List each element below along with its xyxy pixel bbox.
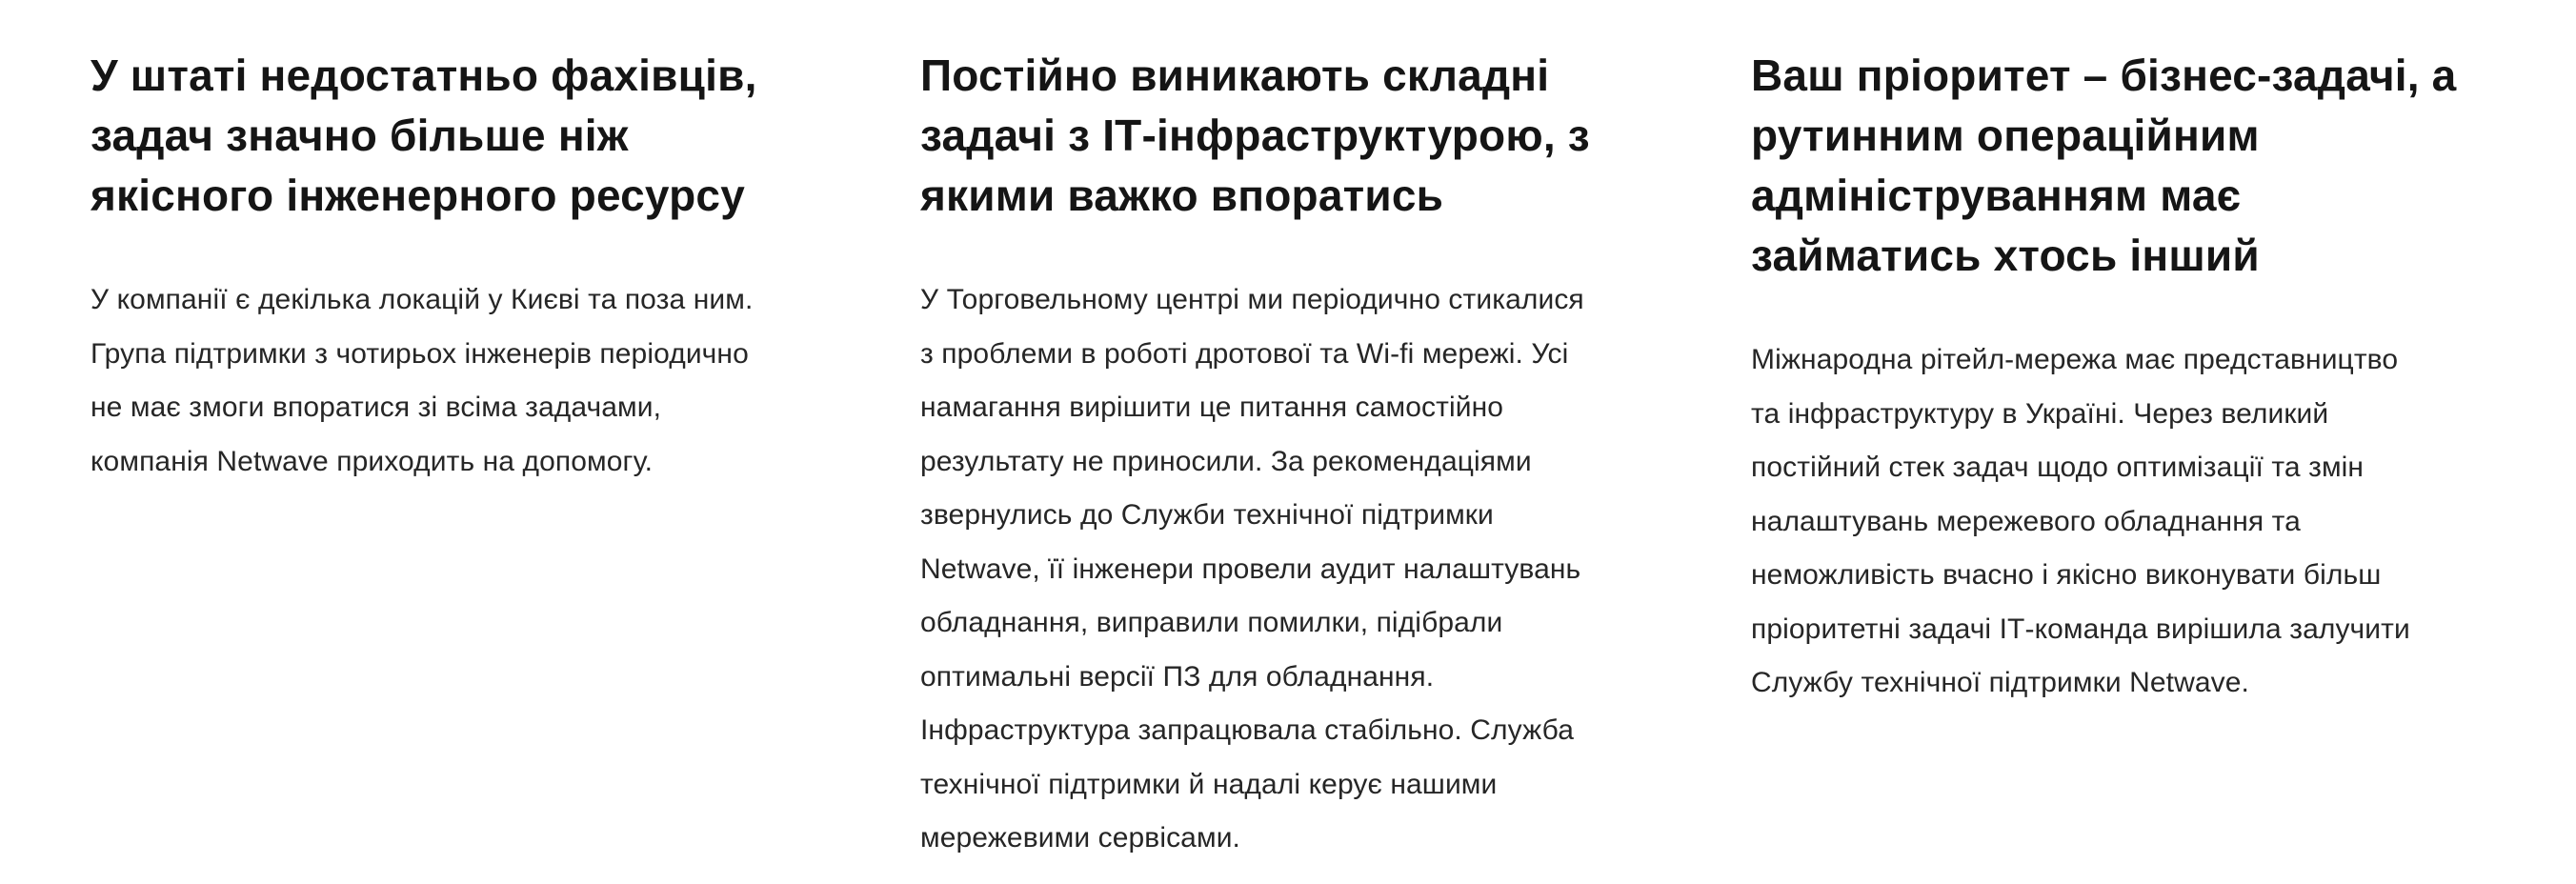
heading-line: задачі з ІТ-інфраструктурою, з bbox=[920, 110, 1590, 160]
text-line: Netwave, її інженери провели аудит налаштувань bbox=[920, 552, 1581, 585]
text-line: Інфраструктура запрацювала стабільно. Служба bbox=[920, 714, 1574, 746]
case-heading bbox=[1751, 46, 2504, 286]
text-line: пріоритетні задачі ІТ-команда вирішила залучити bbox=[1751, 613, 2410, 645]
text-line: з проблеми в роботі дротової та Wi-fi мережі. Усі bbox=[920, 337, 1569, 370]
text-line: результату не приносили. За рекомендаціями bbox=[920, 445, 1532, 477]
heading-line: Ваш пріоритет – бізнес-задачі, а bbox=[1751, 50, 2457, 100]
case-column-business-priority bbox=[1751, 46, 2504, 711]
heading-line: адмініструванням має bbox=[1751, 171, 2242, 220]
text-line: оптимальні версії ПЗ для обладнання. bbox=[920, 660, 1435, 693]
text-line: Міжнародна рітейл-мережа має представництво bbox=[1751, 344, 2399, 375]
text-line: Службу технічної підтримки Netwave. bbox=[1751, 667, 2249, 698]
heading-line: задач значно більше ніж bbox=[91, 110, 629, 160]
case-description bbox=[91, 273, 843, 489]
text-line: звернулись до Служби технічної підтримки bbox=[920, 499, 1494, 531]
text-line: компанія Netwave приходить на допомогу. bbox=[91, 445, 654, 477]
text-line: неможливість вчасно і якісно виконувати більш bbox=[1751, 559, 2382, 591]
case-heading bbox=[920, 46, 1673, 226]
case-column-staff-shortage bbox=[91, 46, 843, 489]
heading-line: рутинним операційним bbox=[1751, 110, 2260, 160]
case-description bbox=[1751, 333, 2504, 711]
case-heading bbox=[91, 46, 843, 226]
text-line: технічної підтримки й надалі керує нашими bbox=[920, 768, 1498, 800]
text-line: У компанії є декілька локацій у Києві та поза ним. bbox=[91, 284, 754, 315]
text-line: намагання вирішити це питання самостійно bbox=[920, 392, 1504, 423]
text-line: не має змоги впоратися зі всіма задачами, bbox=[91, 392, 662, 423]
text-line: та інфраструктуру в Україні. Через великий bbox=[1751, 397, 2329, 430]
heading-line: Постійно виникають складні bbox=[920, 50, 1550, 100]
text-line: постійний стек задач щодо оптимізації та змін bbox=[1751, 452, 2365, 483]
heading-line: займатись хтось інший bbox=[1751, 231, 2260, 280]
heading-line: якісного інженерного ресурсу bbox=[91, 171, 745, 220]
heading-line: У штаті недостатньо фахівців, bbox=[91, 50, 757, 100]
case-grid bbox=[0, 46, 2576, 865]
text-line: обладнання, виправили помилки, підібрали bbox=[920, 607, 1503, 638]
case-description bbox=[920, 273, 1673, 866]
text-line: У Торговельному центрі ми періодично стикалися bbox=[920, 284, 1584, 315]
text-line: налаштувань мережевого обладнання та bbox=[1751, 505, 2301, 537]
heading-line: якими важко впоратись bbox=[920, 171, 1444, 220]
text-line: Група підтримки з чотирьох інженерів періодично bbox=[91, 337, 749, 370]
case-column-complex-infrastructure bbox=[920, 46, 1673, 866]
text-line: мережевими сервісами. bbox=[920, 822, 1240, 854]
